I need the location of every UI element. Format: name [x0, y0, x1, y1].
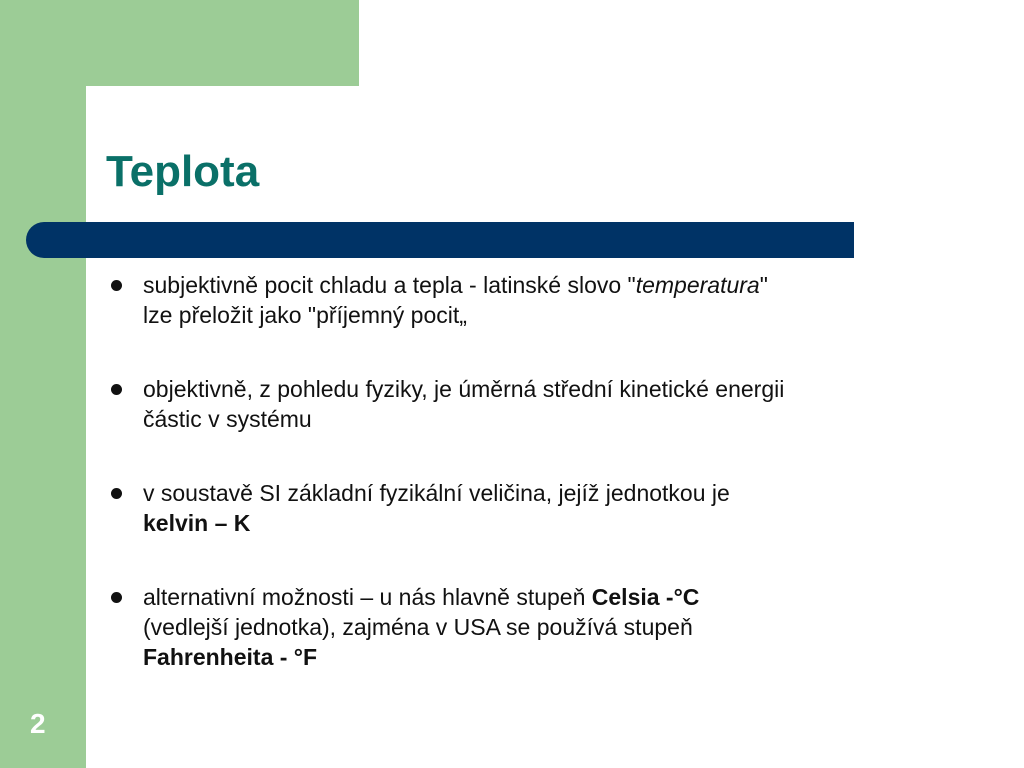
- bullet-item-1: [108, 270, 948, 330]
- bullet-text-part: v soustavě SI základní fyzikální veličina, jejíž jednotkou je: [143, 480, 730, 506]
- slide-title: Teplota: [106, 147, 260, 196]
- bullet-dot-icon: [111, 280, 122, 291]
- bullet-text-part: lze přeložit jako "příjemný pocit„: [143, 302, 467, 328]
- bullet-text: [143, 272, 768, 328]
- bullet-dot-icon: [111, 488, 122, 499]
- bullet-bold-term: Celsia -°C: [591, 584, 700, 610]
- green-side-panel: [0, 0, 86, 768]
- bullet-text: [143, 376, 784, 432]
- green-top-panel: [0, 0, 359, 86]
- bullet-text-part: subjektivně pocit chladu a tepla - latinské slovo ": [143, 272, 636, 298]
- bullet-text-part: objektivně, z pohledu fyziky, je úměrná střední kinetické energii: [143, 376, 785, 402]
- bullet-dot-icon: [111, 592, 122, 603]
- bullet-dot-icon: [111, 384, 122, 395]
- slide-page-number: 2: [30, 708, 46, 739]
- bullet-text-part: (vedlejší jednotka), zajména v USA se používá stupeň: [143, 614, 693, 640]
- bullet-item-2: [108, 374, 948, 434]
- bullet-italic-term: temperatura: [635, 272, 760, 298]
- bullet-text-part: ": [759, 272, 768, 298]
- bullet-item-4: [108, 582, 948, 672]
- bullet-item-3: [108, 478, 948, 538]
- title-underline-bar: [26, 222, 854, 258]
- bullet-bold-term: kelvin – K: [143, 510, 251, 536]
- bullet-text: [143, 480, 730, 536]
- bullet-bold-term: Fahrenheita - °F: [143, 644, 318, 670]
- bullet-list: [108, 270, 948, 716]
- bullet-text-part: částic v systému: [143, 406, 312, 432]
- bullet-text-part: alternativní možnosti – u nás hlavně stupeň: [143, 584, 592, 610]
- bullet-text: [143, 584, 699, 670]
